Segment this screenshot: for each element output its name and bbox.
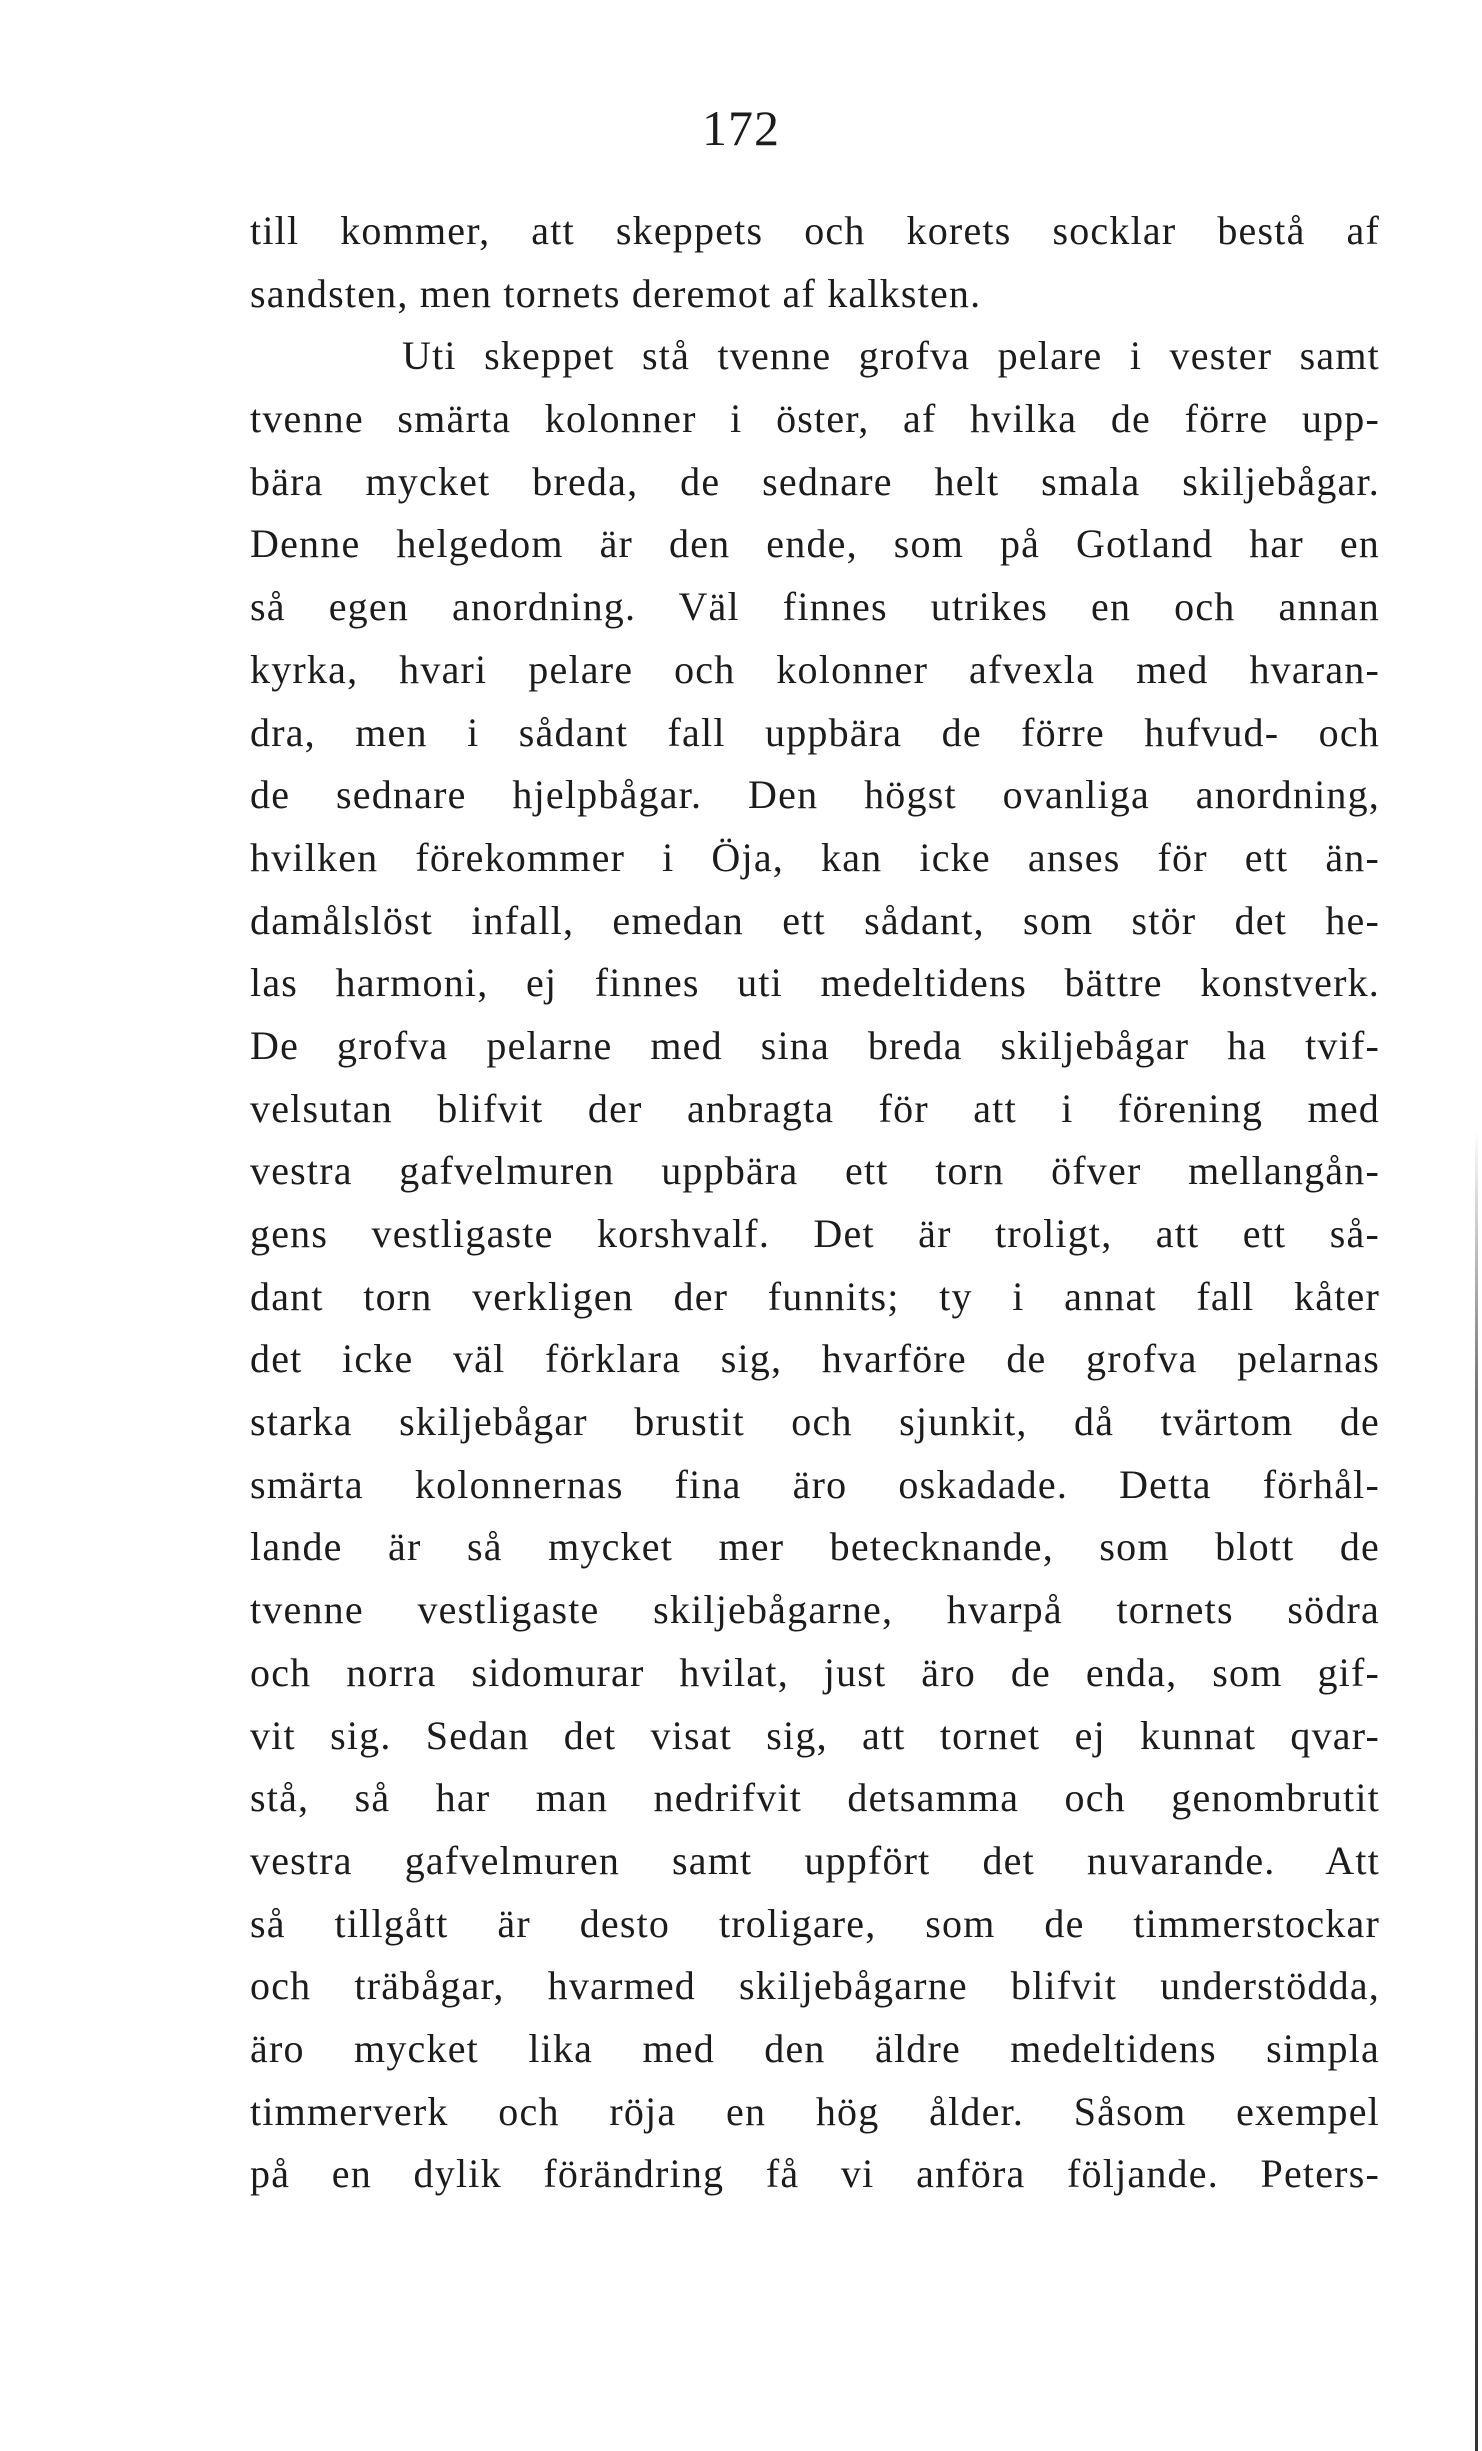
text-line: vestra gafvelmuren uppbära ett torn öfver mellangån- <box>250 1148 1380 1194</box>
page-number: 172 <box>702 100 780 156</box>
text-line: gens vestligaste korshvalf. Det är troligt, att ett så- <box>250 1211 1380 1256</box>
text-line: de sednare hjelpbågar. Den högst ovanliga anordning, <box>250 772 1380 818</box>
text-line: Uti skeppet stå tvenne grofva pelare i vester samt <box>402 333 1380 379</box>
text-line: bära mycket breda, de sednare helt smala skiljebågar. <box>250 458 1380 504</box>
text-line: dra, men i sådant fall uppbära de förre hufvud- och <box>250 709 1380 755</box>
text-line: och träbågar, hvarmed skiljebågarne blifvit understödda, <box>250 1963 1380 2009</box>
text-line: smärta kolonnernas fina äro oskadade. Detta förhål- <box>250 1461 1380 1507</box>
text-line: dant torn verkligen der funnits; ty i annat fall kåter <box>250 1273 1380 1319</box>
text-line: äro mycket lika med den äldre medeltidens simpla <box>250 2025 1380 2071</box>
text-line: så egen anordning. Väl finnes utrikes en och annan <box>250 584 1380 630</box>
text-line: De grofva pelarne med sina breda skiljebågar ha tvif- <box>250 1022 1380 1068</box>
text-line: hvilken förekommer i Öja, kan icke anses för ett än- <box>250 834 1380 880</box>
text-line: lande är så mycket mer betecknande, som blott de <box>250 1524 1380 1570</box>
text-line: Denne helgedom är den ende, som på Gotland har en <box>250 521 1380 567</box>
text-line: stå, så har man nedrifvit detsamma och genombrutit <box>250 1775 1380 1821</box>
text-line: till kommer, att skeppets och korets socklar bestå af <box>250 208 1380 253</box>
text-line: vestra gafvelmuren samt uppfört det nuvarande. Att <box>250 1837 1380 1883</box>
text-line: starka skiljebågar brustit och sjunkit, då tvärtom de <box>250 1399 1380 1445</box>
page-edge-shadow <box>1475 1130 1478 2451</box>
text-line: på en dylik förändring få vi anföra följande. Peters- <box>250 2151 1380 2197</box>
text-line: las harmoni, ej finnes uti medeltidens bättre konstverk. <box>250 960 1380 1006</box>
text-line: och norra sidomurar hvilat, just äro de enda, som gif- <box>250 1649 1380 1695</box>
text-line: kyrka, hvari pelare och kolonner afvexla med hvaran- <box>250 646 1380 692</box>
text-line: damålslöst infall, emedan ett sådant, som stör det he- <box>250 897 1380 943</box>
body-text <box>250 200 1380 2206</box>
text-line: sandsten, men tornets deremot af kalksten. <box>250 270 982 316</box>
text-line: timmerverk och röja en hög ålder. Såsom exempel <box>250 2088 1380 2134</box>
text-line: vit sig. Sedan det visat sig, att tornet ej kunnat qvar- <box>250 1712 1380 1758</box>
text-line: velsutan blifvit der anbragta för att i förening med <box>250 1085 1380 1131</box>
text-line: det icke väl förklara sig, hvarföre de grofva pelarnas <box>250 1336 1380 1382</box>
text-line: tvenne vestligaste skiljebågarne, hvarpå tornets södra <box>250 1587 1380 1633</box>
text-line: så tillgått är desto troligare, som de timmerstockar <box>250 1900 1380 1946</box>
text-line: tvenne smärta kolonner i öster, af hvilka de förre upp- <box>250 396 1380 442</box>
